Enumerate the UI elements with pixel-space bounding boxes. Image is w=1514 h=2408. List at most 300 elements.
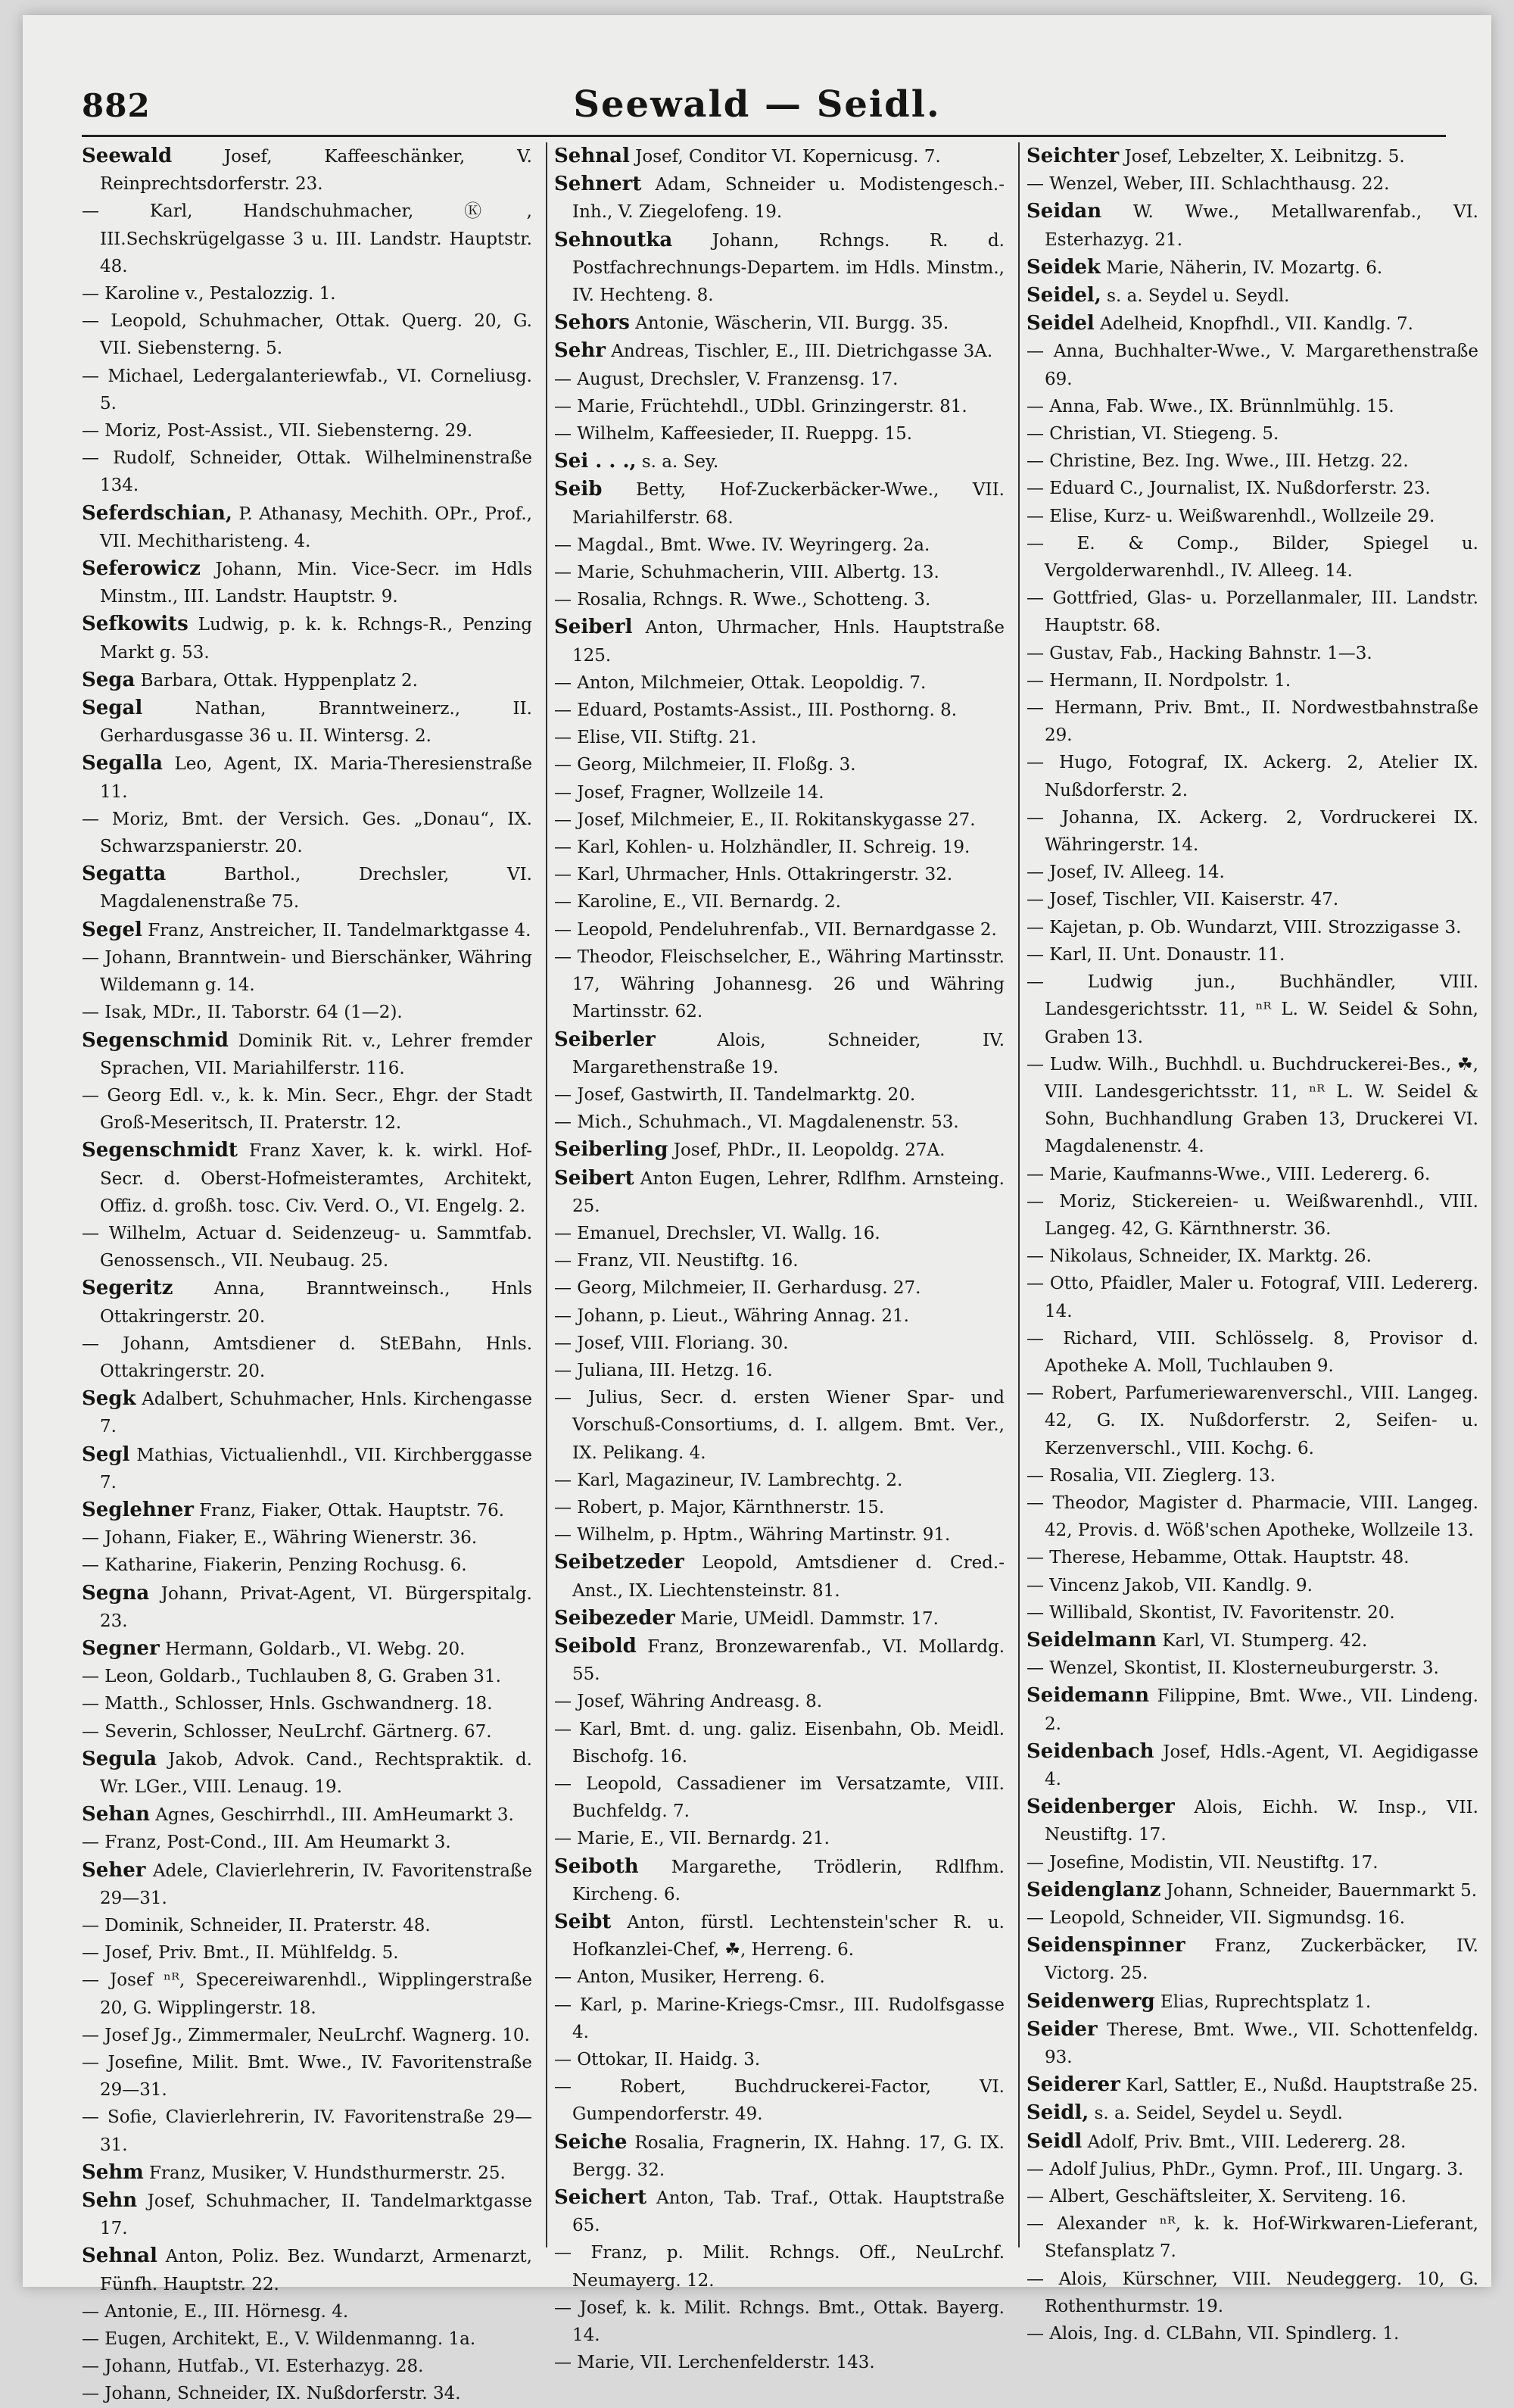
entry-text: — Josef, Milchmeier, E., II. Rokitanskygasse 27. bbox=[554, 809, 976, 830]
directory-entry bbox=[554, 1247, 1005, 1274]
entry-text: Barthol., Drechsler, VI. Magdalenenstraße 75. bbox=[100, 865, 532, 912]
entry-text: — Georg Edl. v., k. k. Min. Secr., Ehgr. der Stadt Groß-Meseritsch, II. Praterstr. 12. bbox=[82, 1085, 532, 1134]
directory-entry bbox=[554, 669, 1005, 697]
entry-surname: Seher bbox=[82, 1858, 146, 1882]
entry-text: — Wilhelm, p. Hptm., Währing Martinstr. 91. bbox=[554, 1525, 951, 1546]
entry-text: — Johann, Hutfab., VI. Esterhazyg. 28. bbox=[82, 2357, 424, 2377]
entry-surname: Segalla bbox=[82, 752, 163, 775]
entry-text: — Richard, VIII. Schlösselg. 8, Provisor d. Apotheke A. Moll, Tuchlauben 9. bbox=[1026, 1328, 1478, 1376]
entry-text: Johann, Schneider, Bauernmarkt 5. bbox=[1160, 1880, 1478, 1901]
entry-text: s. a. Seidel, Seydel u. Seydl. bbox=[1089, 2104, 1343, 2124]
directory-entry bbox=[554, 170, 1005, 226]
entry-text: — Michael, Ledergalanteriewfab., VI. Corneliusg. 5. bbox=[82, 366, 532, 413]
entry-surname: Segel bbox=[82, 918, 142, 941]
directory-entry bbox=[82, 1082, 532, 1137]
directory-entry bbox=[82, 1524, 532, 1552]
entry-text: — Willibald, Skontist, IV. Favoritenstr. 20. bbox=[1026, 1602, 1395, 1623]
entry-text: Franz Xaver, k. k. wirkl. Hof-Secr. d. Oberst-Hofmeisteramtes, Architekt, Offiz. d. großh. tosc. Civ. Verd. O., VI. Engelg. 2. bbox=[100, 1141, 532, 1216]
entry-text: — Eduard, Postamts-Assist., III. Posthorng. 8. bbox=[554, 700, 958, 721]
entry-text: Josef, Schuhmacher, II. Tandelmarktgasse 17. bbox=[100, 2191, 532, 2239]
directory-entry bbox=[82, 555, 532, 610]
directory-entry bbox=[554, 916, 1005, 944]
directory-entry bbox=[554, 2046, 1005, 2073]
entry-text: s. a. Sey. bbox=[636, 452, 719, 473]
directory-entry bbox=[1026, 886, 1478, 913]
directory-entry bbox=[1026, 585, 1478, 639]
entry-text: — Emanuel, Drechsler, VI. Wallg. 16. bbox=[554, 1223, 880, 1243]
directory-entry bbox=[82, 944, 532, 999]
entry-text: — Leopold, Schuhmacher, Ottak. Querg. 20, G. VII. Siebensterng. 5. bbox=[82, 311, 532, 359]
directory-entry bbox=[554, 448, 1005, 476]
directory-entry bbox=[1026, 914, 1478, 941]
directory-entry bbox=[1026, 2156, 1478, 2183]
directory-entry bbox=[1026, 2320, 1478, 2347]
entry-surname: Seglehner bbox=[82, 1498, 194, 1521]
entry-text: — Karl, Magazineur, IV. Lambrechtg. 2. bbox=[554, 1470, 903, 1490]
entry-text: — Eduard C., Journalist, IX. Nußdorferstr. 23. bbox=[1026, 479, 1431, 499]
entry-text: — Franz, Post-Cond., III. Am Heumarkt 3. bbox=[82, 1833, 451, 1853]
entry-surname: Seider bbox=[1026, 2017, 1098, 2041]
entry-text: Rosalia, Fragnerin, IX. Hahng. 17, G. IX. Bergg. 32. bbox=[572, 2132, 1005, 2180]
entry-text: — Moriz, Bmt. der Versich. Ges. „Donau“, IX. Schwarzspanierstr. 20. bbox=[82, 809, 532, 857]
directory-entry bbox=[82, 142, 532, 198]
entry-surname: Segeritz bbox=[82, 1277, 173, 1300]
directory-entry bbox=[554, 724, 1005, 751]
entry-surname: Seiberl bbox=[554, 616, 633, 639]
entry-text: — Josef, Gastwirth, II. Tandelmarktg. 20. bbox=[554, 1084, 916, 1105]
directory-entry bbox=[82, 280, 532, 307]
directory-entry bbox=[554, 1853, 1005, 1908]
entry-text: — Johann, Branntwein- und Bierschänker, Währing Wildemann g. 14. bbox=[82, 947, 532, 996]
entry-text: — Josef, IV. Alleeg. 14. bbox=[1026, 862, 1225, 883]
entry-text: Elias, Ruprechtsplatz 1. bbox=[1154, 1992, 1372, 2012]
entry-text: Marie, Näherin, IV. Mozartg. 6. bbox=[1100, 257, 1383, 278]
entry-surname: Segatta bbox=[82, 862, 167, 886]
entry-text: — Therese, Hebamme, Ottak. Hauptstr. 48. bbox=[1026, 1548, 1410, 1568]
directory-entry bbox=[1026, 1188, 1478, 1243]
directory-entry bbox=[82, 1496, 532, 1524]
entry-text: — Dominik, Schneider, II. Praterstr. 48. bbox=[82, 1916, 431, 1935]
directory-entry bbox=[554, 944, 1005, 1026]
directory-entry bbox=[1026, 420, 1478, 448]
entry-text: — Josef ⁿᴿ, Specereiwarenhdl., Wipplingerstraße 20, G. Wipplingerstr. 18. bbox=[82, 1970, 532, 2018]
entry-text: — Alois, Kürschner, VIII. Neudeggerg. 10, G. Rothenthurmstr. 19. bbox=[1026, 2269, 1478, 2316]
entry-surname: Sehan bbox=[82, 1803, 150, 1826]
entry-text: — Leopold, Cassadiener im Versatzamte, VIII. Buchfeldg. 7. bbox=[554, 1773, 1005, 1822]
directory-entry bbox=[554, 1716, 1005, 1770]
directory-entry bbox=[554, 2184, 1005, 2239]
entry-surname: Seidel, bbox=[1026, 284, 1101, 307]
entry-surname: Sehr bbox=[554, 339, 606, 363]
directory-entry bbox=[554, 1136, 1005, 1164]
directory-entry bbox=[554, 1964, 1005, 1991]
entry-text: Anton Eugen, Lehrer, Rdlfhm. Arnsteing. 25. bbox=[572, 1168, 1005, 1216]
entry-text: Ludwig, p. k. k. Rchngs-R., Penzing Markt g. 53. bbox=[100, 615, 532, 663]
directory-entry bbox=[82, 666, 532, 694]
entry-surname: Sehnal bbox=[554, 145, 630, 167]
directory-entry bbox=[82, 1718, 532, 1745]
entry-text: — Wilhelm, Actuar d. Seidenzeug- u. Sammtfab. Genossensch., VII. Neubaug. 25. bbox=[82, 1223, 532, 1271]
directory-entry bbox=[554, 806, 1005, 834]
column-2 bbox=[554, 142, 1011, 2373]
directory-entry bbox=[554, 420, 1005, 448]
entry-text: — Anton, Musiker, Herreng. 6. bbox=[554, 1967, 825, 1988]
entry-text: — Leon, Goldarb., Tuchlauben 8, G. Graben 31. bbox=[82, 1667, 501, 1687]
directory-entry bbox=[554, 366, 1005, 393]
directory-entry bbox=[82, 1220, 532, 1274]
directory-entry bbox=[1026, 1161, 1478, 1188]
directory-entry bbox=[554, 834, 1005, 861]
entry-surname: Segula bbox=[82, 1747, 157, 1770]
directory-entry bbox=[1026, 338, 1478, 392]
entry-text: — Nikolaus, Schneider, IX. Marktg. 26. bbox=[1026, 1246, 1372, 1267]
entry-text: — Johann, Fiaker, E., Währing Wienerstr. 36. bbox=[82, 1528, 478, 1549]
entry-surname: Segk bbox=[82, 1387, 136, 1411]
entry-text: — Marie, E., VII. Bernardg. 21. bbox=[554, 1829, 830, 1849]
entry-text: Leopold, Amtsdiener d. Cred.-Anst., IX. Liechtensteinstr. 81. bbox=[572, 1553, 1005, 1601]
entry-surname: Seidek bbox=[1026, 255, 1101, 279]
entry-text: — Ludwig jun., Buchhändler, VIII. Landesgerichtsstr. 11, ⁿᴿ L. W. Seidel & Sohn, Graben 13. bbox=[1026, 972, 1478, 1047]
entry-text: Adolf, Priv. Bmt., VIII. Ledererg. 28. bbox=[1082, 2132, 1407, 2152]
entry-text: — Marie, Schuhmacherin, VIII. Albertg. 13. bbox=[554, 563, 939, 583]
directory-entry bbox=[82, 1330, 532, 1385]
directory-entry bbox=[82, 860, 532, 915]
directory-entry bbox=[554, 1825, 1005, 1852]
directory-entry bbox=[1026, 1544, 1478, 1571]
directory-entry bbox=[554, 1494, 1005, 1521]
entry-text: — Josef, Fragner, Wollzeile 14. bbox=[554, 782, 824, 803]
entry-text: — Katharine, Fiakerin, Penzing Rochusg. 6. bbox=[82, 1555, 467, 1576]
directory-entry bbox=[554, 1220, 1005, 1247]
entry-text: — Georg, Milchmeier, II. Floßg. 3. bbox=[554, 755, 856, 775]
directory-entry bbox=[554, 393, 1005, 420]
entry-text: Adele, Clavierlehrerin, IV. Favoritenstraße 29—31. bbox=[100, 1861, 532, 1908]
directory-entry bbox=[1026, 1682, 1478, 1737]
entry-text: — Anton, Milchmeier, Ottak. Leopoldig. 7. bbox=[554, 672, 927, 693]
entry-text: — Josef, Tischler, VII. Kaiserstr. 47. bbox=[1026, 890, 1339, 910]
directory-entry bbox=[82, 1857, 532, 1912]
entry-text: Josef, Kaffeeschänker, V. Reinprechtsdorferstr. 23. bbox=[100, 147, 532, 195]
directory-entry bbox=[1026, 530, 1478, 585]
entry-surname: Sefkowits bbox=[82, 613, 188, 636]
entry-text: — Severin, Schlosser, NeuLrchf. Gärtnerg. 67. bbox=[82, 1721, 492, 1742]
directory-entry bbox=[1026, 1462, 1478, 1489]
page-number: 882 bbox=[82, 87, 151, 124]
entry-text: — Josef, Währing Andreasg. 8. bbox=[554, 1692, 823, 1712]
entry-surname: Seidan bbox=[1026, 200, 1102, 223]
entry-text: — Karoline v., Pestalozzig. 1. bbox=[82, 284, 336, 304]
entry-text: — Eugen, Architekt, E., V. Wildenmanng. 1a. bbox=[82, 2329, 476, 2350]
directory-entry bbox=[1026, 282, 1478, 310]
directory-entry bbox=[1026, 1572, 1478, 1599]
directory-entry bbox=[1026, 2183, 1478, 2210]
entry-text: Andreas, Tischler, E., III. Dietrichgasse 3A. bbox=[605, 342, 993, 362]
entry-surname: Seibetzeder bbox=[554, 1551, 684, 1574]
directory-entry bbox=[1026, 310, 1478, 338]
entry-text: — Johanna, IX. Ackerg. 2, Vordruckerei IX. Währingerstr. 14. bbox=[1026, 807, 1478, 856]
entry-text: Adelheid, Knopfhdl., VII. Kandlg. 7. bbox=[1094, 314, 1413, 335]
directory-entry bbox=[1026, 694, 1478, 749]
entry-surname: Segenschmidt bbox=[82, 1139, 238, 1162]
directory-entry bbox=[1026, 804, 1478, 859]
entry-text: Mathias, Victualienhdl., VII. Kirchberggasse 7. bbox=[100, 1445, 532, 1493]
directory-entry bbox=[1026, 1243, 1478, 1270]
entry-text: Johann, Privat-Agent, VI. Bürgerspitalg. 23. bbox=[100, 1583, 532, 1631]
directory-entry bbox=[554, 2349, 1005, 2376]
entry-text: — Rudolf, Schneider, Ottak. Wilhelminenstraße 134. bbox=[82, 448, 532, 496]
entry-surname: Sehors bbox=[554, 311, 630, 335]
directory-entry bbox=[1026, 1988, 1478, 2016]
directory-entry bbox=[554, 1992, 1005, 2046]
directory-entry bbox=[554, 1521, 1005, 1549]
entry-text: — Gustav, Fab., Hacking Bahnstr. 1—3. bbox=[1026, 643, 1372, 663]
entry-text: Josef, Conditor VI. Kopernicusg. 7. bbox=[629, 147, 941, 167]
directory-entry bbox=[1026, 667, 1478, 694]
entry-text: P. Athanasy, Mechith. OPr., Prof., VII. Mechitharisteng. 4. bbox=[100, 504, 532, 551]
entry-text: — Karl, Uhrmacher, Hnls. Ottakringerstr. 32. bbox=[554, 865, 953, 885]
directory-entry bbox=[554, 1633, 1005, 1688]
directory-entry bbox=[554, 532, 1005, 559]
entry-text: — Christine, Bez. Ing. Wwe., III. Hetzg. 22. bbox=[1026, 451, 1409, 472]
directory-entry bbox=[554, 586, 1005, 613]
entry-text: Johann, Min. Vice-Secr. im Hdls Minstm., III. Landstr. Hauptstr. 9. bbox=[100, 560, 532, 607]
entry-surname: Seidenwerg bbox=[1026, 1989, 1155, 2013]
entry-text: — Moriz, Post-Assist., VII. Siebensterng. 29. bbox=[82, 421, 473, 441]
directory-entry bbox=[1026, 2128, 1478, 2156]
directory-entry bbox=[554, 1549, 1005, 1604]
directory-entry bbox=[82, 1939, 532, 1967]
entry-text: Leo, Agent, IX. Maria-Theresienstraße 11. bbox=[100, 754, 532, 802]
entry-text: — Franz, VII. Neustiftg. 16. bbox=[554, 1251, 799, 1271]
entry-text: — Johann, p. Lieut., Währing Annag. 21. bbox=[554, 1305, 909, 1326]
directory-entry bbox=[82, 1580, 532, 1635]
entry-text: — Adolf Julius, PhDr., Gymn. Prof., III. Ungarg. 3. bbox=[1026, 2159, 1464, 2179]
entry-text: — Wilhelm, Kaffeesieder, II. Rueppg. 15. bbox=[554, 424, 913, 444]
directory-entry bbox=[554, 1165, 1005, 1220]
directory-entry bbox=[1026, 1051, 1478, 1161]
entry-text: — Karl, Kohlen- u. Holzhändler, II. Schreig. 19. bbox=[554, 837, 970, 858]
directory-entry bbox=[1026, 198, 1478, 253]
entry-surname: Sehnert bbox=[554, 173, 642, 196]
directory-entry bbox=[1026, 503, 1478, 530]
directory-page bbox=[23, 15, 1491, 2404]
entry-text: — Sofie, Clavierlehrerin, IV. Favoritenstraße 29—31. bbox=[82, 2107, 532, 2155]
entry-text: — E. & Comp., Bilder, Spiegel u. Vergolderwarenhdl., IV. Alleeg. 14. bbox=[1026, 533, 1478, 582]
entry-surname: Seibold bbox=[554, 1634, 637, 1658]
directory-entry bbox=[82, 1801, 532, 1829]
entry-text: Josef, Hdls.-Agent, VI. Aegidigasse 4. bbox=[1045, 1742, 1478, 1789]
entry-surname: Seibt bbox=[554, 1910, 612, 1933]
column-3 bbox=[1026, 142, 1483, 2344]
entry-text: Franz, Anstreicher, II. Tandelmarktgasse 4. bbox=[142, 920, 531, 940]
entry-text: Josef, Lebzelter, X. Leibnitzg. 5. bbox=[1119, 147, 1405, 167]
entry-text: — Karl, Handschuhmacher, Ⓚ, III.Sechskrügelgasse 3 u. III. Landstr. Hauptstr. 48. bbox=[82, 201, 532, 276]
entry-surname: Seiboth bbox=[554, 1854, 639, 1878]
entry-surname: Seewald bbox=[82, 145, 173, 167]
directory-columns bbox=[82, 142, 1490, 2404]
entry-surname: Seidl bbox=[1026, 2129, 1083, 2153]
entry-text: — Christian, VI. Stiegeng. 5. bbox=[1026, 424, 1279, 444]
entry-surname: Seichert bbox=[554, 2186, 647, 2210]
entry-text: Betty, Hof-Zuckerbäcker-Wwe., VII. Mariahilferstr. 68. bbox=[572, 480, 1005, 528]
entry-surname: Seiberler bbox=[554, 1028, 656, 1051]
entry-text: Therese, Bmt. Wwe., VII. Schottenfeldg. 93. bbox=[1045, 2020, 1478, 2068]
entry-text: Adalbert, Schuhmacher, Hnls. Kirchengasse 7. bbox=[100, 1390, 532, 1437]
entry-text: — Mich., Schuhmach., VI. Magdalenenstr. 53. bbox=[554, 1112, 959, 1133]
entry-surname: Sega bbox=[82, 668, 136, 691]
entry-text: Franz, Bronzewarenfab., VI. Mollardg. 55. bbox=[572, 1636, 1005, 1685]
entry-text: — Robert, p. Major, Kärnthnerstr. 15. bbox=[554, 1497, 885, 1517]
entry-text: — Rosalia, Rchngs. R. Wwe., Schotteng. 3. bbox=[554, 590, 931, 610]
directory-entry bbox=[1026, 859, 1478, 886]
entry-text: — Josefine, Modistin, VII. Neustiftg. 17. bbox=[1026, 1852, 1378, 1873]
entry-text: — Josefine, Milit. Bmt. Wwe., IV. Favoritenstraße 29—31. bbox=[82, 2053, 532, 2101]
directory-entry bbox=[82, 806, 532, 860]
entry-text: — Alexander ⁿᴿ, k. k. Hof-Wirkwaren-Lieferant, Stefansplatz 7. bbox=[1026, 2214, 1478, 2262]
entry-text: — Rosalia, VII. Zieglerg. 13. bbox=[1026, 1465, 1276, 1486]
directory-entry bbox=[82, 916, 532, 944]
directory-entry bbox=[82, 2380, 532, 2407]
entry-text: Nathan, Branntweinerz., II. Gerhardusgasse 36 u. II. Wintersg. 2. bbox=[100, 699, 532, 747]
entry-text: Hermann, Goldarb., VI. Webg. 20. bbox=[159, 1639, 466, 1659]
entry-text: — Marie, Früchtehdl., UDbl. Grinzingerstr. 81. bbox=[554, 396, 967, 416]
directory-entry bbox=[1026, 448, 1478, 475]
directory-entry bbox=[1026, 2071, 1478, 2099]
directory-entry bbox=[82, 1912, 532, 1939]
entry-text: — Elise, Kurz- u. Weißwarenhdl., Wollzeile 29. bbox=[1026, 506, 1435, 526]
entry-text: Filippine, Bmt. Wwe., VII. Lindeng. 2. bbox=[1045, 1686, 1478, 1734]
entry-surname: Segenschmid bbox=[82, 1028, 229, 1052]
directory-entry bbox=[1026, 2099, 1478, 2127]
directory-entry bbox=[82, 1663, 532, 1690]
directory-entry bbox=[1026, 1627, 1478, 1655]
entry-text: Franz, Fiaker, Ottak. Hauptstr. 76. bbox=[193, 1500, 505, 1521]
directory-entry bbox=[82, 2104, 532, 2158]
entry-text: — Magdal., Bmt. Wwe. IV. Weyringerg. 2a. bbox=[554, 535, 930, 555]
entry-surname: Seferdschian, bbox=[82, 501, 232, 525]
directory-entry bbox=[82, 1274, 532, 1330]
directory-entry bbox=[554, 697, 1005, 724]
directory-entry bbox=[1026, 2266, 1478, 2320]
directory-entry bbox=[82, 750, 532, 805]
directory-entry bbox=[554, 142, 1005, 170]
entry-text: Agnes, Geschirrhdl., III. AmHeumarkt 3. bbox=[149, 1805, 514, 1826]
entry-text: — Karoline, E., VII. Bernardg. 2. bbox=[554, 892, 841, 912]
column-divider bbox=[546, 142, 547, 2247]
directory-entry bbox=[82, 2325, 532, 2353]
entry-surname: Sehnoutka bbox=[554, 228, 673, 251]
directory-entry bbox=[554, 1908, 1005, 1964]
entry-surname: Seibezeder bbox=[554, 1606, 675, 1630]
directory-entry bbox=[1026, 170, 1478, 198]
entry-text: — Matth., Schlosser, Hnls. Gschwandnerg. 18. bbox=[82, 1694, 493, 1714]
directory-entry bbox=[554, 861, 1005, 888]
entry-text: Antonie, Wäscherin, VII. Burgg. 35. bbox=[629, 313, 949, 334]
directory-entry bbox=[1026, 1325, 1478, 1380]
entry-text: — Josef, Priv. Bmt., II. Mühlfeldg. 5. bbox=[82, 1943, 399, 1964]
entry-text: Franz, Zuckerbäcker, IV. Victorg. 25. bbox=[1045, 1936, 1478, 1984]
entry-text: Dominik Rit. v., Lehrer fremder Sprachen, VII. Mariahilferstr. 116. bbox=[100, 1031, 532, 1078]
entry-surname: Seidemann bbox=[1026, 1684, 1150, 1708]
entry-text: — Julius, Secr. d. ersten Wiener Spar- und Vorschuß-Consortiums, d. I. allgem. Bmt. Ver., IX. Pelikang. 4. bbox=[554, 1388, 1005, 1463]
running-head: Seewald — Seidl. bbox=[573, 83, 941, 126]
entry-surname: Segl bbox=[82, 1443, 130, 1466]
directory-entry bbox=[82, 999, 532, 1026]
directory-entry bbox=[82, 610, 532, 666]
directory-entry bbox=[554, 1109, 1005, 1136]
entry-text: — Moriz, Stickereien- u. Weißwarenhdl., VIII. Langeg. 42, G. Kärnthnerstr. 36. bbox=[1026, 1191, 1478, 1239]
entry-surname: Segner bbox=[82, 1636, 160, 1660]
entry-text: — Elise, VII. Stiftg. 21. bbox=[554, 728, 757, 748]
directory-entry bbox=[1026, 1655, 1478, 1682]
directory-entry bbox=[1026, 941, 1478, 969]
entry-text: — Anna, Fab. Wwe., IX. Brünnlmühlg. 15. bbox=[1026, 396, 1394, 416]
directory-entry bbox=[554, 1688, 1005, 1715]
entry-text: — Franz, p. Milit. Rchngs. Off., NeuLrchf. Neumayerg. 12. bbox=[554, 2243, 1005, 2291]
entry-text: — Gottfried, Glas- u. Porzellanmaler, III. Landstr. Hauptstr. 68. bbox=[1026, 588, 1478, 636]
directory-entry bbox=[554, 1302, 1005, 1330]
directory-entry bbox=[82, 2242, 532, 2297]
directory-entry bbox=[1026, 1904, 1478, 1932]
entry-surname: Seidl, bbox=[1026, 2101, 1089, 2125]
directory-entry bbox=[1026, 1876, 1478, 1904]
entry-surname: Seidenspinner bbox=[1026, 1934, 1185, 1957]
entry-text: Franz, Musiker, V. Hundsthurmerstr. 25. bbox=[143, 2163, 506, 2183]
entry-text: — Theodor, Magister d. Pharmacie, VIII. Langeg. 42, Provis. d. Wöß'schen Apotheke, Wollzeile 13. bbox=[1026, 1493, 1478, 1541]
column-divider bbox=[1018, 142, 1020, 2247]
entry-surname: Seiderer bbox=[1026, 2073, 1120, 2097]
directory-entry bbox=[1026, 1380, 1478, 1462]
entry-text: Anton, Poliz. Bez. Wundarzt, Armenarzt, Fünfh. Hauptstr. 22. bbox=[100, 2247, 532, 2294]
entry-text: — Otto, Pfaidler, Maler u. Fotograf, VIII. Ledererg. 14. bbox=[1026, 1274, 1478, 1321]
directory-entry bbox=[82, 1635, 532, 1663]
directory-entry bbox=[554, 779, 1005, 806]
entry-surname: Segna bbox=[82, 1581, 150, 1605]
entry-surname: Seidenberger bbox=[1026, 1795, 1175, 1819]
entry-text: Josef, PhDr., II. Leopoldg. 27A. bbox=[668, 1140, 945, 1161]
entry-text: Adam, Schneider u. Modistengesch.-Inh., V. Ziegelofeng. 19. bbox=[572, 175, 1005, 223]
entry-surname: Seichter bbox=[1026, 145, 1120, 167]
entry-surname: Sehm bbox=[82, 2160, 144, 2184]
entry-surname: Seiche bbox=[554, 2130, 628, 2154]
entry-text: — Karl, Bmt. d. ung. galiz. Eisenbahn, Ob. Meidl. Bischofg. 16. bbox=[554, 1719, 1005, 1767]
directory-entry bbox=[554, 2073, 1005, 2128]
directory-entry bbox=[82, 2298, 532, 2325]
directory-entry bbox=[554, 1384, 1005, 1467]
entry-text: — Marie, Kaufmanns-Wwe., VIII. Ledererg. 6. bbox=[1026, 1164, 1431, 1184]
directory-entry bbox=[554, 1026, 1005, 1081]
directory-entry bbox=[554, 1467, 1005, 1494]
directory-entry bbox=[554, 226, 1005, 310]
entry-text: — Robert, Buchdruckerei-Factor, VI. Gumpendorferstr. 49. bbox=[554, 2077, 1005, 2125]
directory-entry bbox=[82, 1829, 532, 1856]
entry-text: — Johann, Amtsdiener d. StEBahn, Hnls. Ottakringerstr. 20. bbox=[82, 1333, 532, 1381]
directory-entry bbox=[554, 559, 1005, 586]
entry-text: — Vincenz Jakob, VII. Kandlg. 9. bbox=[1026, 1575, 1313, 1595]
entry-text: Alois, Eichh. W. Insp., VII. Neustiftg. 17. bbox=[1045, 1798, 1478, 1845]
directory-entry bbox=[82, 2022, 532, 2049]
entry-surname: Sehnal bbox=[82, 2244, 157, 2268]
directory-entry bbox=[1026, 749, 1478, 803]
directory-entry bbox=[1026, 2210, 1478, 2265]
entry-text: Anna, Branntweinsch., Hnls Ottakringerstr. 20. bbox=[100, 1279, 532, 1327]
directory-entry bbox=[554, 2239, 1005, 2294]
entry-text: — Theodor, Fleischselcher, E., Währing Martinsstr. 17, Währing Johannesg. 26 und Währing Martinsstr. 62. bbox=[554, 947, 1005, 1022]
directory-entry bbox=[82, 444, 532, 499]
directory-entry bbox=[554, 2129, 1005, 2184]
directory-entry bbox=[554, 1081, 1005, 1109]
column-1 bbox=[82, 142, 538, 2404]
